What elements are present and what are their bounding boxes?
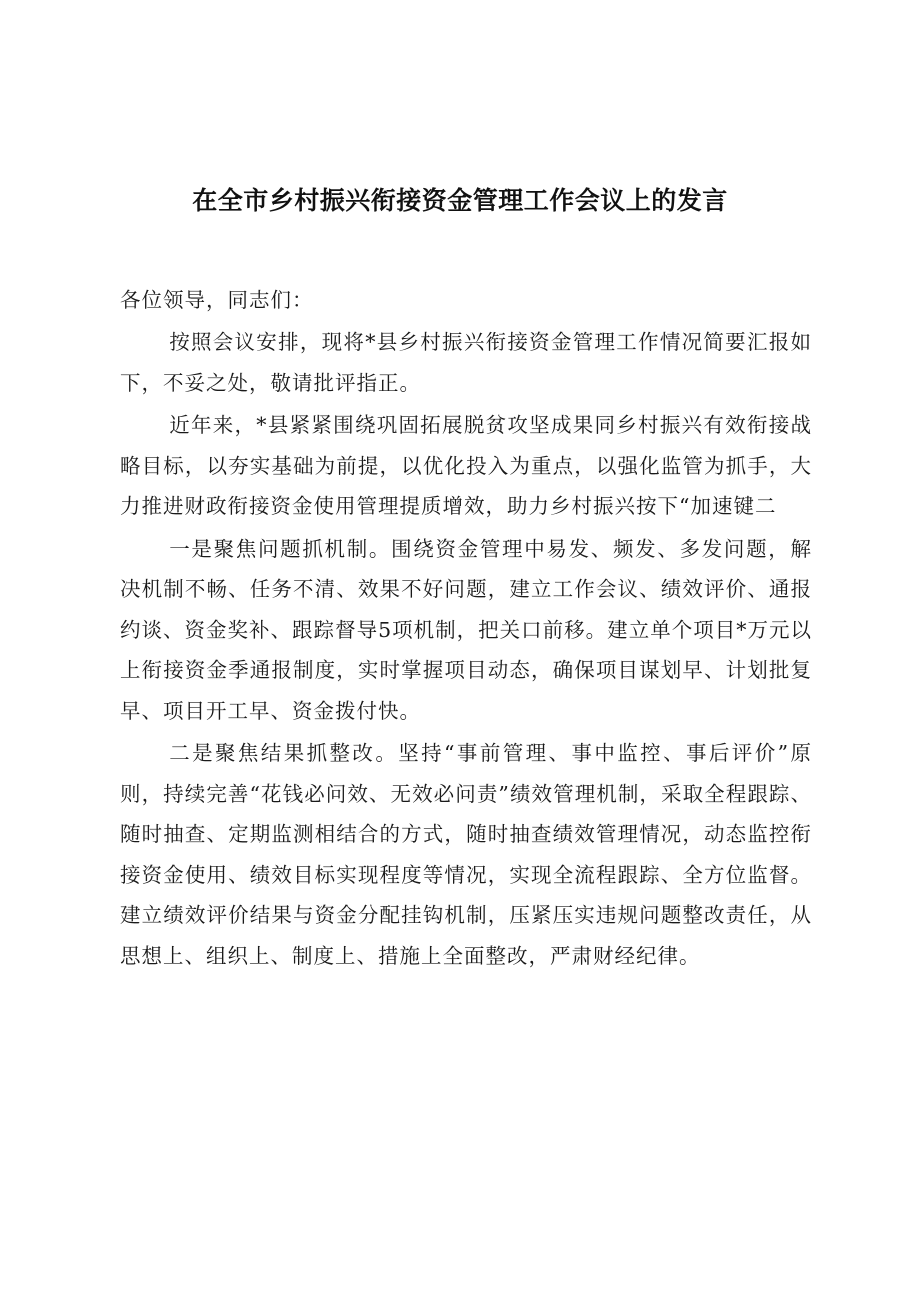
document-title: 在全市乡村振兴衔接资金管理工作会议上的发言 [192, 186, 728, 215]
paragraph-intro: 按照会议安排，现将*县乡村振兴衔接资金管理工作情况简要汇报如下，不妥之处，敬请批评指正。 [120, 330, 812, 395]
salutation: 各位领导，同志们： [120, 288, 314, 312]
paragraph-point-two: 二是聚焦结果抓整改。坚持“事前管理、事中监控、事后评价”原则，持续完善“花钱必问效、无效必问责”绩效管理机制，采取全程跟踪、随时抽查、定期监测相结合的方式，随时抽查绩效管理情况，动态监控衔接资金使用、绩效目标实现程度等情况，实现全流程跟踪、全方位监督。建立绩效评价结果与资金分配挂钩机制，压紧压实违规问题整改责任，从思想上、组织上、制度上、措施上全面整改，严肃财经纪律。 [120, 741, 812, 968]
document-body [120, 280, 812, 976]
paragraph-overview: 近年来，*县紧紧围绕巩固拓展脱贫攻坚成果同乡村振兴有效衔接战略目标，以夯实基础为前提，以优化投入为重点，以强化监管为抓手，大力推进财政衔接资金使用管理提质增效，助力乡村振兴按下“加速键二 [120, 413, 812, 518]
paragraph-point-one: 一是聚焦问题抓机制。围绕资金管理中易发、频发、多发问题，解决机制不畅、任务不清、效果不好问题，建立工作会议、绩效评价、通报约谈、资金奖补、跟踪督导5项机制，把关口前移。建立单个项目*万元以上衔接资金季通报制度，实时掌握项目动态，确保项目谋划早、计划批复早、项目开工早、资金拨付快。 [120, 536, 812, 723]
